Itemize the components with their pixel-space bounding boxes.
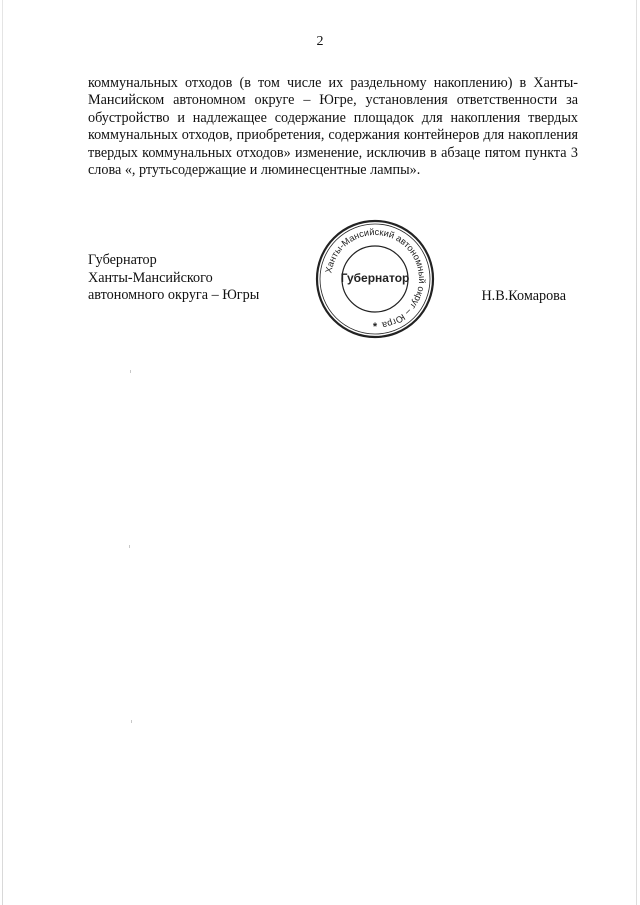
- signer-title-line: Губернатор: [88, 252, 157, 268]
- signer-title-line: Ханты-Мансийского: [88, 269, 213, 286]
- scan-speck: [131, 720, 132, 723]
- signer-title: [88, 252, 259, 305]
- seal-ring-text: Ханты-Мансийский автономный округ – Югра: [323, 226, 428, 331]
- signer-name: Н.В.Комарова: [481, 288, 566, 304]
- scan-speck: [130, 370, 131, 373]
- seal-center-text: Губернатор: [340, 271, 410, 285]
- official-seal: [310, 214, 440, 344]
- body-paragraph: коммунальных отходов (в том числе их раздельному накоплению) в Ханты-Мансийском автономном округе – Югре, установления ответственности за обустройство и надлежащее содержание площадок для накопления твердых коммунальных отходов, приобретения, содержания контейнеров для накопления твердых коммунальных отходов» изменение, исключив в абзаце пятом пункта 3 слова «, ртутьсодержащие и люминесцентные лампы».: [88, 75, 578, 179]
- scan-edge-right: [636, 0, 637, 905]
- page-number: 2: [316, 34, 324, 49]
- seal-star: *: [372, 321, 378, 333]
- signer-title-line: автономного округа – Югры: [88, 287, 260, 304]
- scan-edge-left: [2, 0, 3, 905]
- seal-graphic: [310, 214, 440, 344]
- scan-speck: [129, 545, 130, 548]
- signature-block: [88, 226, 578, 342]
